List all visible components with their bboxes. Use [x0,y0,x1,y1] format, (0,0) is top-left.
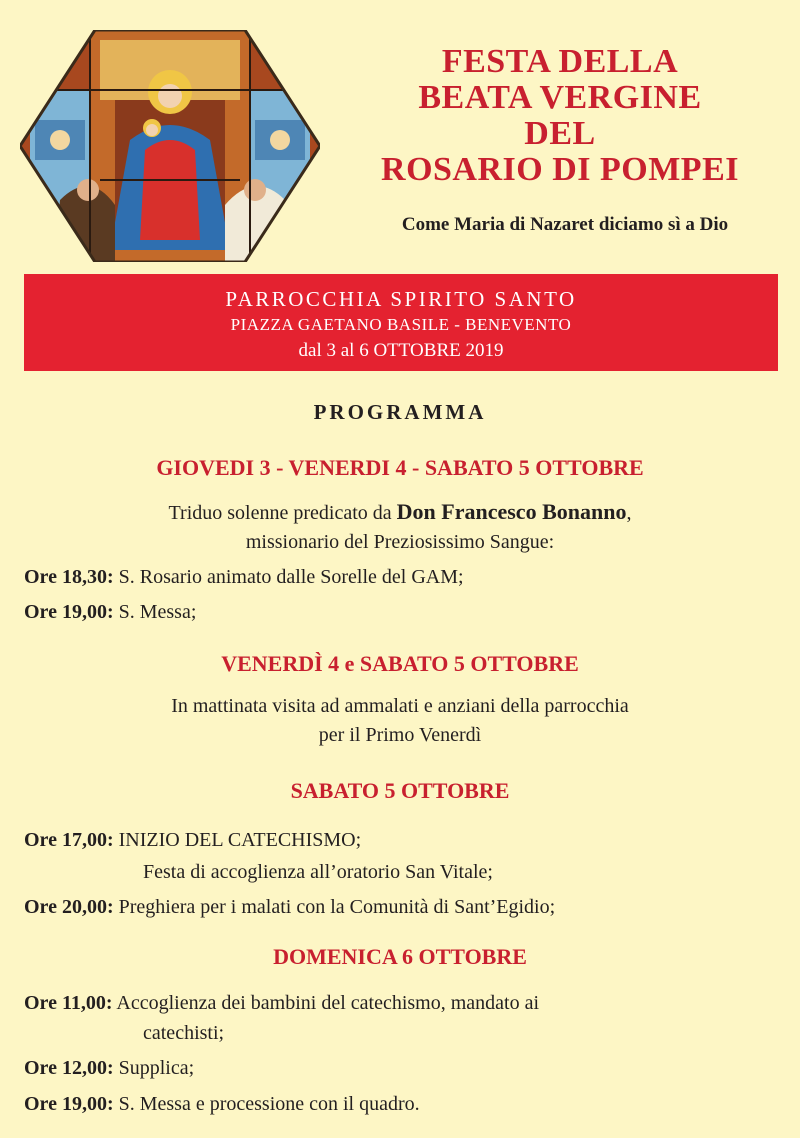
parish-address: PIAZZA GAETANO BASILE - BENEVENTO [230,315,572,334]
stained-glass-madonna-image [20,30,320,262]
section-title: GIOVEDI 3 - VENERDI 4 - SABATO 5 OTTOBRE [156,455,644,480]
programma-heading: PROGRAMMA [313,400,487,424]
section-title: SABATO 5 OTTOBRE [290,778,510,803]
schedule-text: S. Messa; [118,601,197,623]
schedule-time: Ore 19,00: [24,1093,114,1115]
schedule-time: Ore 19,00: [24,601,114,623]
intro-text: , [626,502,632,524]
schedule-text: catechisti; [143,1022,225,1044]
title-line: DEL [524,115,596,152]
title-line: BEATA VERGINE [418,79,702,116]
section-line: per il Primo Venerdì [318,724,482,746]
event-title [330,44,790,188]
schedule-row [24,857,784,887]
header [0,0,800,265]
schedule-row [24,988,784,1018]
schedule-text: INIZIO DEL CATECHISMO; [118,829,362,851]
schedule-row [24,562,784,592]
schedule-text: S. Messa e processione con il quadro. [118,1093,420,1115]
preacher-name: Don Francesco Bonanno [396,499,627,524]
title-line: FESTA DELLA [441,43,679,80]
schedule-time: Ore 11,00: [24,992,113,1014]
schedule-row [24,1089,784,1119]
schedule-row [24,825,784,855]
schedule-row [24,1053,784,1083]
title-line: ROSARIO DI POMPEI [381,151,739,188]
schedule-text: S. Rosario animato dalle Sorelle del GAM; [118,566,464,588]
section-title: VENERDÌ 4 e SABATO 5 OTTOBRE [221,651,579,676]
schedule-text: Supplica; [118,1057,195,1079]
section-intro [0,497,800,557]
event-subtitle: Come Maria di Nazaret diciamo sì a Dio [401,214,729,235]
section-line: In mattinata visita ad ammalati e anziani della parrocchia [171,695,629,717]
parish-name: PARROCCHIA SPIRITO SANTO [225,287,577,311]
schedule-row [24,597,784,627]
schedule-time: Ore 17,00: [24,829,114,851]
schedule-time: Ore 18,30: [24,566,114,588]
parish-banner [24,274,778,371]
schedule-text: Festa di accoglienza all’oratorio San Vitale; [143,861,493,883]
schedule-text: Preghiera per i malati con la Comunità di Sant’Egidio; [118,896,556,918]
schedule-text: Accoglienza dei bambini del catechismo, mandato ai [116,992,540,1014]
intro-text: missionario del Preziosissimo Sangue: [245,531,555,553]
section-text [0,692,800,750]
schedule-time: Ore 12,00: [24,1057,114,1079]
schedule-row [24,892,784,922]
schedule-row [24,1018,784,1048]
event-dates: dal 3 al 6 OTTOBRE 2019 [298,340,504,361]
schedule-time: Ore 20,00: [24,896,114,918]
section-title: DOMENICA 6 OTTOBRE [273,944,527,969]
intro-text: Triduo solenne predicato da [168,502,397,524]
